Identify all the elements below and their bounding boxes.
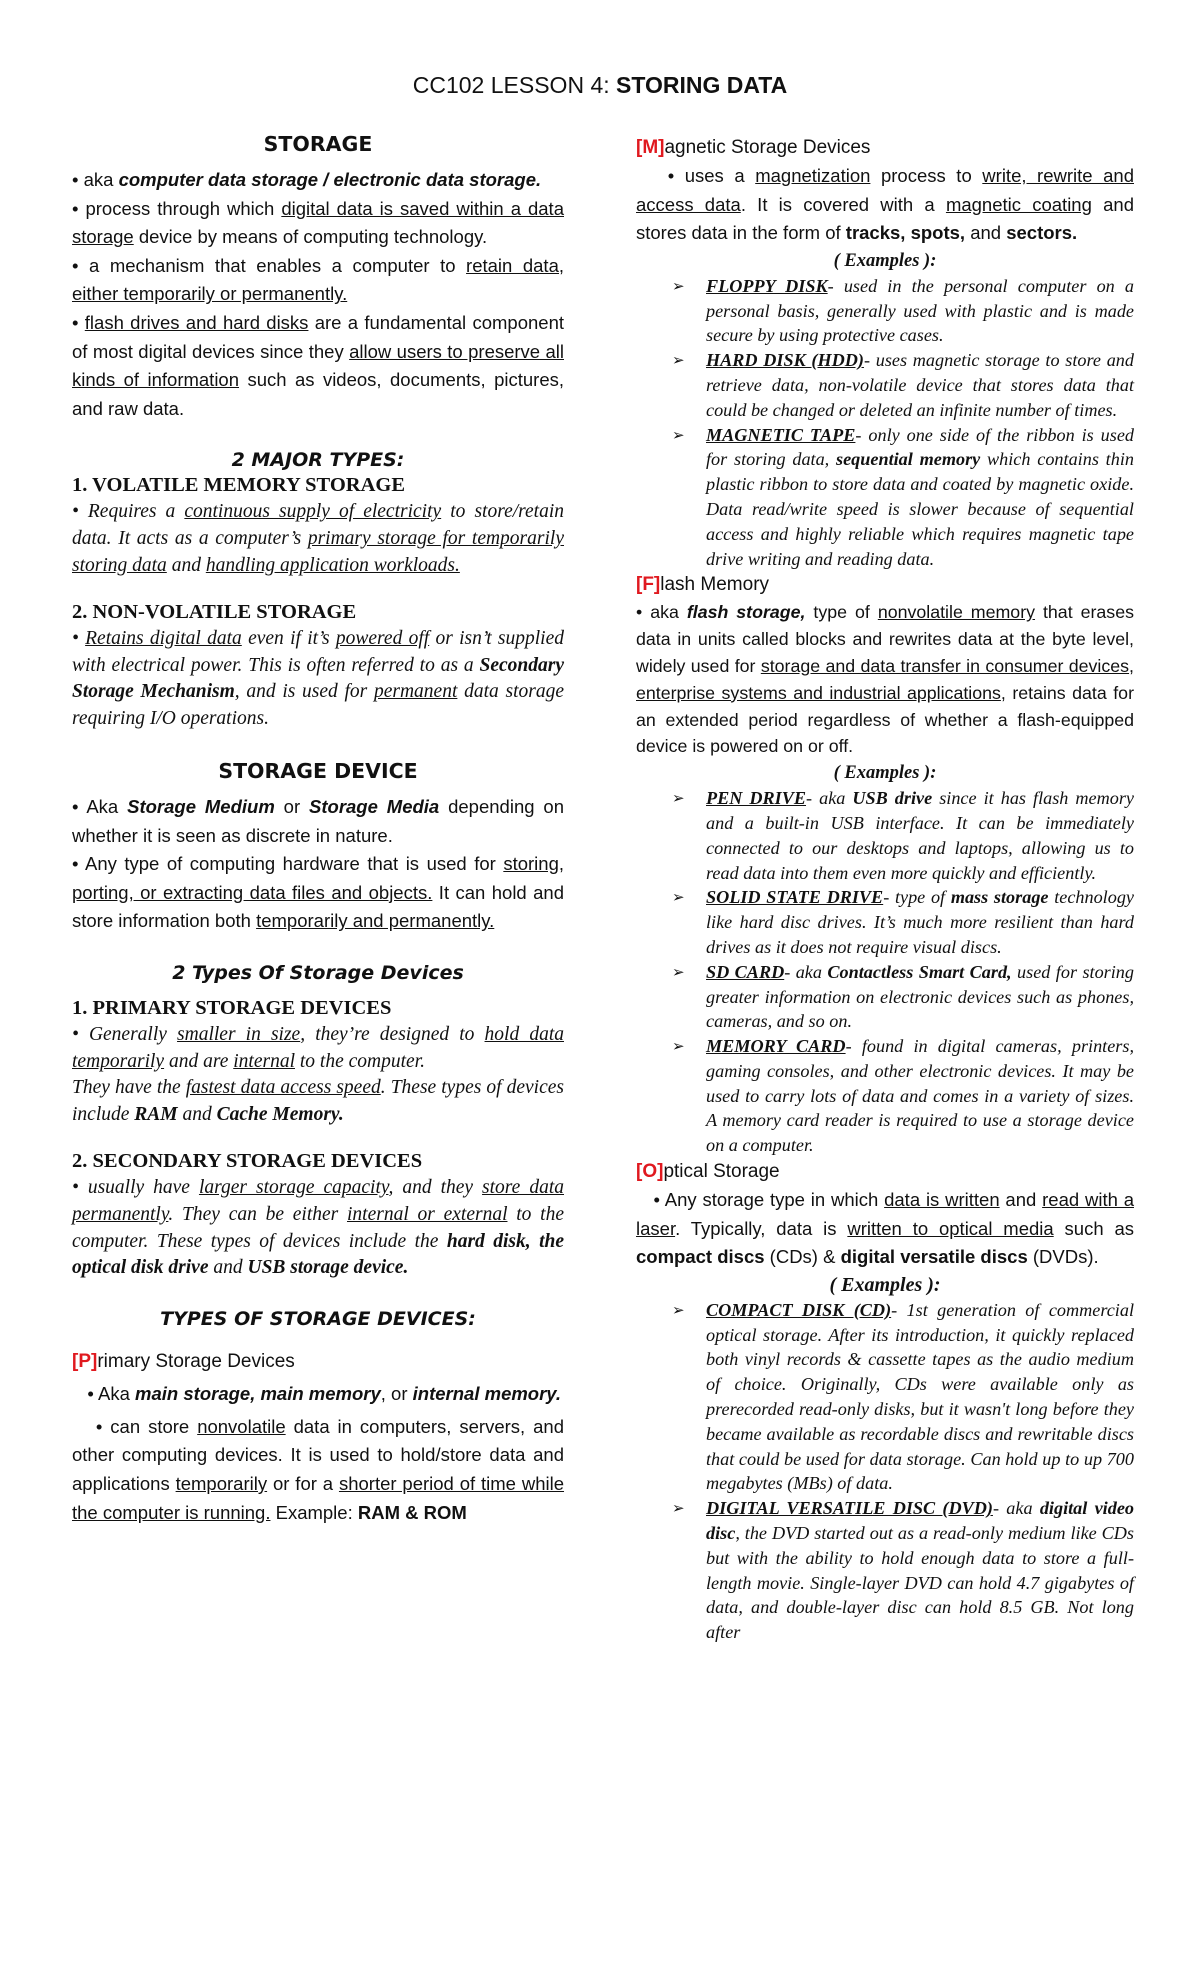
list-item: ➢ DIGITAL VERSATILE DISC (DVD)- aka digital video disc, the DVD started out as a read-only medium like CDs but with the ability to hold enough data to store a full-length movie. Single-layer DVD can hold 4.7 gigabytes of data, and double-layer disc can hold 8.5 GB. Not long after [672, 1498, 1134, 1643]
magnetic-text: • uses a magnetization process to write, rewrite and access data. It is covered with a magnetic coating and stores data in the form of tracks, spots, and sectors. [636, 165, 1134, 244]
list-item: ➢ HARD DISK (HDD)- uses magnetic storage to store and retrieve data, non-volatile device that stores data that could be changed or deleted an infinite number of times. [672, 350, 1134, 420]
primary-devices-text: • Aka main storage, main memory, or internal memory. • can store nonvolatile data in computers, servers, and other computing devices. It is used to hold/store data and applications temporarily or for a shorter period of time while the computer is running. Example: RAM & ROM [72, 1383, 565, 1523]
two-types-heading: 2 Types Of Storage Devices [172, 961, 464, 984]
magnetic-examples [636, 274, 1134, 572]
magnetic-examples-label: ( Examples ): [833, 250, 937, 271]
list-item: ➢ SOLID STATE DRIVE- type of mass storage technology like hard disc drives. It’s much more resilient than hard drives as it does not require visual discs. [672, 887, 1134, 957]
arrow-bullet-icon: ➢ [672, 962, 685, 981]
volatile-text: • Requires a continuous supply of electricity to store/retain data. It acts as a computer’s primary storage for temporarily storing data and handling application workloads. [72, 501, 564, 576]
storage-device-heading: STORAGE DEVICE [218, 758, 418, 783]
arrow-bullet-icon: ➢ [672, 789, 685, 808]
arrow-bullet-icon: ➢ [672, 276, 685, 295]
secondary-text: • usually have larger storage capacity, and they store data permanently. They can be either internal or external to the computer. These types of devices include the hard disk, the optical disk drive and USB storage device. [72, 1177, 564, 1279]
list-item: ➢ COMPACT DISK (CD)- 1st generation of commercial optical storage. After its introduction, it quickly replaced both vinyl records & cassette tapes as the audio medium of choice. Originally, CDs were available only as prerecorded read-only disks, but it wasn't long before they became available as recordable discs and rewritable discs that could be used for data storage. Can hold up to up 700 megabytes (MBs) of data. [672, 1299, 1134, 1494]
list-item: ➢ FLOPPY DISK- used in the personal computer on a personal basis, generally used with plastic and is made secure by using protective cases. [672, 275, 1135, 346]
major-types-heading: 2 MAJOR TYPES: [231, 449, 405, 472]
optical-examples-label: ( Examples ): [829, 1273, 941, 1296]
list-item: ➢ PEN DRIVE- aka USB drive since it has flash memory and a built-in USB interface. It can be immediately connected to our desktops and laptops, allowing us to read data into them even more quickly and efficiently. [672, 788, 1135, 883]
list-item: ➢ SD CARD- aka Contactless Smart Card, used for storing greater information on electronic devices such as phones, cameras, and so on. [672, 961, 1134, 1032]
arrow-bullet-icon: ➢ [672, 1300, 685, 1319]
primary-heading: 1. PRIMARY STORAGE DEVICES [72, 996, 392, 1019]
flash-examples [636, 786, 1134, 1158]
arrow-bullet-icon: ➢ [672, 351, 685, 370]
arrow-bullet-icon: ➢ [672, 1037, 685, 1056]
volatile-heading: 1. VOLATILE MEMORY STORAGE [72, 474, 405, 497]
nonvolatile-heading: 2. NON-VOLATILE STORAGE [72, 600, 357, 623]
arrow-bullet-icon: ➢ [672, 1499, 685, 1518]
page-title [0, 72, 1200, 99]
secondary-heading: 2. SECONDARY STORAGE DEVICES [72, 1150, 423, 1173]
primary-text: • Generally smaller in size, they’re designed to hold data temporarily and are internal to the computer. They have the fastest data access speed. These types of devices include RAM and Cache Memory. [72, 1023, 564, 1126]
flash-text: • aka flash storage, type of nonvolatile memory that erases data in units called blocks and rewrites data at the byte level, widely used for storage and data transfer in consumer devices, enterprise systems and industrial applications, retains data for an extended period regardless of whether a flash-equipped device is powered on or off. [636, 602, 1134, 757]
title-main: STORING DATA [616, 72, 788, 98]
optical-text: • Any storage type in which data is written and read with a laser. Typically, data is written to optical media such as compact discs (CDs) & digital versatile discs (DVDs). [636, 1189, 1135, 1268]
nonvolatile-text: • Retains digital data even if it’s powered off or isn’t supplied with electrical power. This is often referred to as a Secondary Storage Mechanism, and is used for permanent data storage requiring I/O operations. [72, 627, 564, 730]
list-item: ➢ MEMORY CARD- found in digital cameras, printers, gaming consoles, and other electronic devices. It may be used to carry lots of data and comes in a variety of sizes. A memory card reader is required to use a storage device on a computer. [672, 1036, 1134, 1156]
optical-examples [636, 1298, 1134, 1645]
storage-device-text: • Aka Storage Medium or Storage Media depending on whether it is seen as discrete in nature. • Any type of computing hardware that is used for storing, porting, or extracting data files and objects. It can hold and store information both temporarily and permanently. [72, 795, 565, 932]
title-prefix: CC102 LESSON 4: [412, 72, 617, 98]
arrow-bullet-icon: ➢ [672, 425, 685, 444]
right-column [636, 134, 1134, 1645]
optical-heading: [O]ptical Storage [636, 1161, 780, 1183]
primary-devices-heading: [P]rimary Storage Devices [72, 1351, 295, 1373]
types-of-storage-heading: TYPES OF STORAGE DEVICES: [160, 1308, 476, 1331]
storage-heading: STORAGE [263, 132, 373, 156]
storage-definition: • aka computer data storage / electronic data storage. • process through which digital data is saved within a data storage device by means of computing technology. • a mechanism that enables a computer to retain data, either temporarily or permanently. • flash drives and hard disks are a fundamental component of most digital devices since they allow users to preserve all kinds of information such as videos, documents, pictures, and raw data. [72, 169, 564, 419]
flash-examples-label: ( Examples ): [833, 763, 937, 784]
magnetic-heading: [M]agnetic Storage Devices [636, 137, 871, 158]
left-column [72, 132, 564, 1527]
flash-heading: [F]lash Memory [636, 574, 770, 596]
arrow-bullet-icon: ➢ [672, 888, 685, 907]
list-item: ➢ MAGNETIC TAPE- only one side of the ribbon is used for storing data, sequential memory which contains thin plastic ribbon to store data and coated by magnetic oxide. Data read/write speed is slower because of sequential access and highly reliable which requires magnetic tape drive writing and reading data. [672, 424, 1134, 569]
